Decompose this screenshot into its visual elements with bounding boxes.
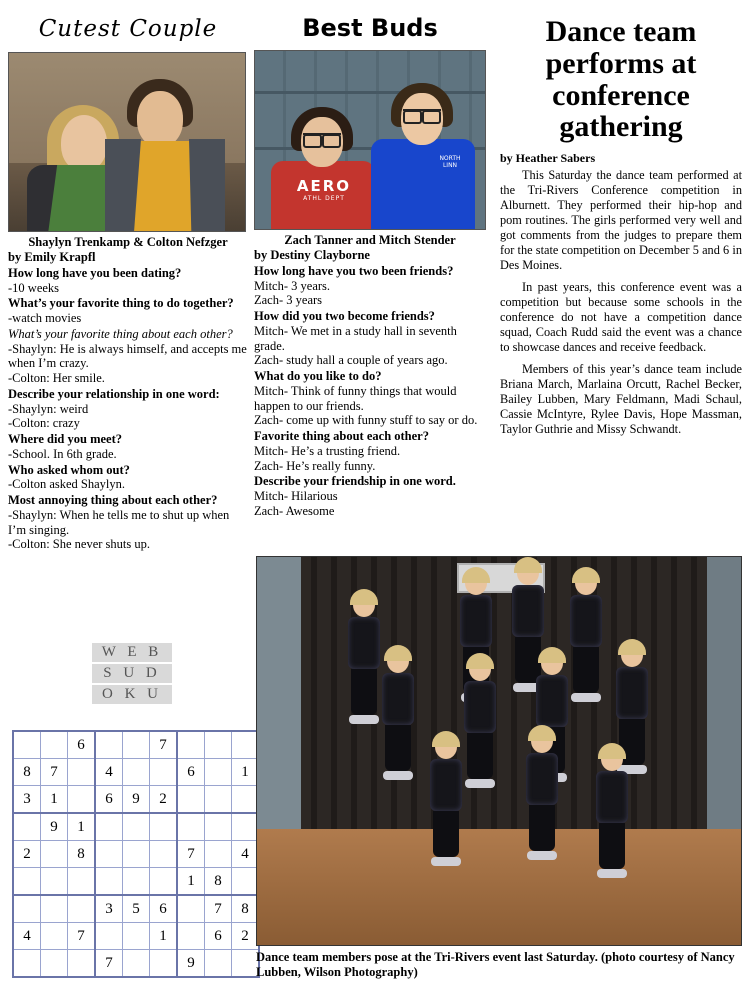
sudoku-row [13,923,259,950]
cutest-couple-caption: Shaylyn Trenkamp & Colton Nefzger [28,235,228,249]
story-paragraph: In past years, this conference event was a competition but because some schools in the conference do not have a competition dance squad, Coach Rudd said the event was a chance to showcase dances and receive feedback. [500,280,742,355]
qa-answer: Zach- Awesome [254,503,335,518]
sudoku-cell[interactable] [13,950,41,978]
sudoku-cell[interactable] [205,950,232,978]
dancer-figure [519,729,565,860]
sudoku-cell[interactable] [13,868,41,896]
sudoku-cell[interactable]: 6 [150,895,178,923]
sudoku-cell[interactable] [177,895,205,923]
sudoku-cell[interactable]: 2 [150,786,178,814]
qa-question: Describe your relationship in one word: [8,386,220,401]
sudoku-row [13,731,259,759]
sudoku-cell[interactable]: 7 [41,759,68,786]
qa-answer: Mitch- He’s a trusting friend. [254,443,401,458]
sudoku-cell[interactable] [123,813,150,841]
qa-question: Where did you meet? [8,432,122,446]
sudoku-cell[interactable]: 7 [177,841,205,868]
qa-answer: -10 weeks [8,280,60,295]
sudoku-cell[interactable]: 6 [205,923,232,950]
sudoku-cell[interactable] [95,813,123,841]
sudoku-cell[interactable] [123,731,150,759]
story-paragraph: This Saturday the dance team performed at the Tri-Rivers Conference competition in Alburnett. They performed their hip-hop and pom routines. The girls performed very well and got comments from the judges to prepare them for the state competition on December 5 and 6 in Des Moines. [500,168,742,273]
sudoku-cell[interactable]: 7 [95,950,123,978]
best-buds-qa [254,264,486,519]
cutest-couple-byline: by Emily Krapfl [8,250,96,265]
sudoku-cell[interactable] [150,813,178,841]
qa-question: How long have you two been friends? [254,263,454,278]
story-paragraph: Members of this year’s dance team include Briana March, Marlaina Orcutt, Rachel Becker, Bailey Lubben, Mary Feldmann, Madi Schaul, Cassie McIntyre, Rylee Davis, Hope Massman, Taylor Guthrie and Missy Schwandt. [500,362,742,437]
story-body [500,168,742,437]
qa-answer: Zach- study hall a couple of years ago. [254,353,448,368]
web-sudoku-logo [92,643,172,706]
sudoku-cell[interactable] [232,786,260,814]
qa-question: How long have you been dating? [8,265,182,280]
qa-answer: Mitch- Think of funny things that would happen to our friends. [254,383,457,413]
qa-answer: -Colton asked Shaylyn. [8,477,126,492]
sudoku-cell[interactable] [205,813,232,841]
sudoku-row [13,841,259,868]
sudoku-cell[interactable] [41,868,68,896]
sudoku-cell[interactable] [150,841,178,868]
sudoku-row [13,786,259,814]
sudoku-cell[interactable] [41,950,68,978]
best-buds-byline: by Destiny Clayborne [254,248,370,263]
sudoku-cell[interactable] [205,841,232,868]
qa-answer: Mitch- 3 years. [254,278,331,293]
sudoku-cell[interactable]: 1 [150,923,178,950]
sudoku-cell[interactable]: 2 [13,841,41,868]
sudoku-cell[interactable] [205,731,232,759]
column-dance-story [500,10,742,444]
story-headline: Dance team performs at conference gathering [545,15,697,144]
sudoku-cell[interactable] [13,895,41,923]
web-sudoku-line-3: O K U [92,685,172,704]
qa-question: Favorite thing about each other? [254,429,429,443]
qa-question: How did you two become friends? [254,309,435,323]
sudoku-cell[interactable] [13,731,41,759]
sudoku-cell[interactable]: 6 [68,731,96,759]
qa-answer: -Shaylyn: When he tells me to shut up when I’m singing. [8,507,230,537]
qa-answer: -Colton: She never shuts up. [8,537,151,552]
web-sudoku-line-2: S U D [92,664,172,683]
sudoku-cell[interactable] [123,923,150,950]
qa-answer: -Colton: crazy [8,416,80,431]
sudoku-cell[interactable]: 4 [13,923,41,950]
sudoku-cell[interactable] [177,786,205,814]
sudoku-row [13,895,259,923]
sudoku-cell[interactable]: 8 [205,868,232,896]
dancer-figure [375,649,421,780]
sudoku-cell[interactable] [95,868,123,896]
sudoku-cell[interactable]: 8 [13,759,41,786]
sudoku-cell[interactable]: 8 [232,895,260,923]
sudoku-cell[interactable]: 7 [205,895,232,923]
sudoku-cell[interactable]: 7 [68,923,96,950]
qa-question: Describe your friendship in one word. [254,474,456,489]
sudoku-cell[interactable] [68,950,96,978]
sudoku-cell[interactable] [150,950,178,978]
web-sudoku-line-1: W E B [92,643,172,662]
sudoku-cell[interactable] [123,950,150,978]
sudoku-grid[interactable] [12,730,260,978]
sudoku-cell[interactable] [95,731,123,759]
sudoku-cell[interactable] [123,841,150,868]
qa-answer: Zach- He’s really funny. [254,458,376,473]
sudoku-cell[interactable] [41,841,68,868]
sudoku-cell[interactable] [150,868,178,896]
sudoku-cell[interactable]: 5 [123,895,150,923]
sudoku-cell[interactable]: 9 [177,950,205,978]
qa-answer: -Colton: Her smile. [8,371,105,385]
qa-question: Most annoying thing about each other? [8,493,218,507]
sudoku-cell[interactable] [41,923,68,950]
sudoku-cell[interactable]: 1 [41,786,68,814]
dancer-figure [423,735,469,866]
sudoku-cell[interactable]: 1 [68,813,96,841]
sudoku-cell[interactable] [68,786,96,814]
sudoku-cell[interactable] [95,841,123,868]
sudoku-cell[interactable] [177,923,205,950]
qa-answer: Zach- 3 years [254,293,323,308]
sudoku-cell[interactable]: 6 [95,786,123,814]
sudoku-cell[interactable]: 4 [232,841,260,868]
qa-answer: -School. In 6th grade. [8,446,117,461]
column-cutest-couple [8,10,248,552]
sudoku-cell[interactable] [41,895,68,923]
qa-question: What’s your favorite thing about each other? [8,326,233,341]
sudoku-cell[interactable]: 3 [95,895,123,923]
cutest-couple-photo [8,52,246,232]
story-byline: by Heather Sabers [500,151,596,166]
sudoku-cell[interactable]: 9 [123,786,150,814]
column-best-buds [254,10,486,519]
sudoku-cell[interactable]: 6 [177,759,205,786]
dance-team-photo [256,556,742,946]
qa-answer: -Shaylyn: weird [8,401,89,416]
sudoku-cell[interactable] [95,923,123,950]
sudoku-row [13,868,259,896]
cutest-couple-heading: Cutest Couple [38,16,218,42]
sudoku-cell[interactable] [68,868,96,896]
sudoku-cell[interactable] [205,786,232,814]
dancer-figure [589,747,635,878]
best-buds-caption: Zach Tanner and Mitch Stender [284,233,456,247]
sudoku-cell[interactable] [68,895,96,923]
sudoku-cell[interactable]: 7 [150,731,178,759]
qa-answer: -Shaylyn: He is always himself, and accepts me when I’m crazy. [8,341,247,371]
qa-answer: -watch movies [8,311,82,325]
sudoku-cell[interactable] [205,759,232,786]
cutest-couple-qa [8,266,248,552]
sudoku-cell[interactable]: 8 [68,841,96,868]
sudoku-cell[interactable] [232,868,260,896]
sudoku-cell[interactable] [232,731,260,759]
qa-question: What do you like to do? [254,369,382,383]
sudoku-cell[interactable] [123,759,150,786]
sudoku-cell[interactable] [232,813,260,841]
qa-question: What’s your favorite thing to do together? [8,296,234,311]
best-buds-photo: AERO ATHL DEPT NORTH LINN [254,50,486,230]
sudoku-cell[interactable]: 4 [95,759,123,786]
qa-question: Who asked whom out? [8,462,130,477]
sudoku-cell[interactable]: 3 [13,786,41,814]
sudoku-cell[interactable] [177,813,205,841]
sudoku-cell[interactable]: 1 [232,759,260,786]
dance-photo-caption: Dance team members pose at the Tri-Rivers event last Saturday. (photo courtesy of Nancy Lubben, Wilson Photography) [256,950,735,979]
sudoku-cell[interactable] [123,868,150,896]
sudoku-cell[interactable] [41,731,68,759]
sudoku-cell[interactable]: 9 [41,813,68,841]
qa-answer: Zach- come up with funny stuff to say or do. [254,413,478,428]
best-buds-heading: Best Buds [302,14,438,42]
sudoku-row [13,950,259,978]
sudoku-row [13,813,259,841]
sudoku-cell[interactable] [13,813,41,841]
qa-answer: Mitch- We met in a study hall in seventh grade. [254,323,457,353]
sudoku-cell[interactable] [232,950,260,978]
sudoku-cell[interactable] [68,759,96,786]
sudoku-cell[interactable]: 2 [232,923,260,950]
qa-answer: Mitch- Hilarious [254,489,338,503]
sudoku-cell[interactable]: 1 [177,868,205,896]
sudoku-cell[interactable] [150,759,178,786]
sudoku-row [13,759,259,786]
sudoku-cell[interactable] [177,731,205,759]
